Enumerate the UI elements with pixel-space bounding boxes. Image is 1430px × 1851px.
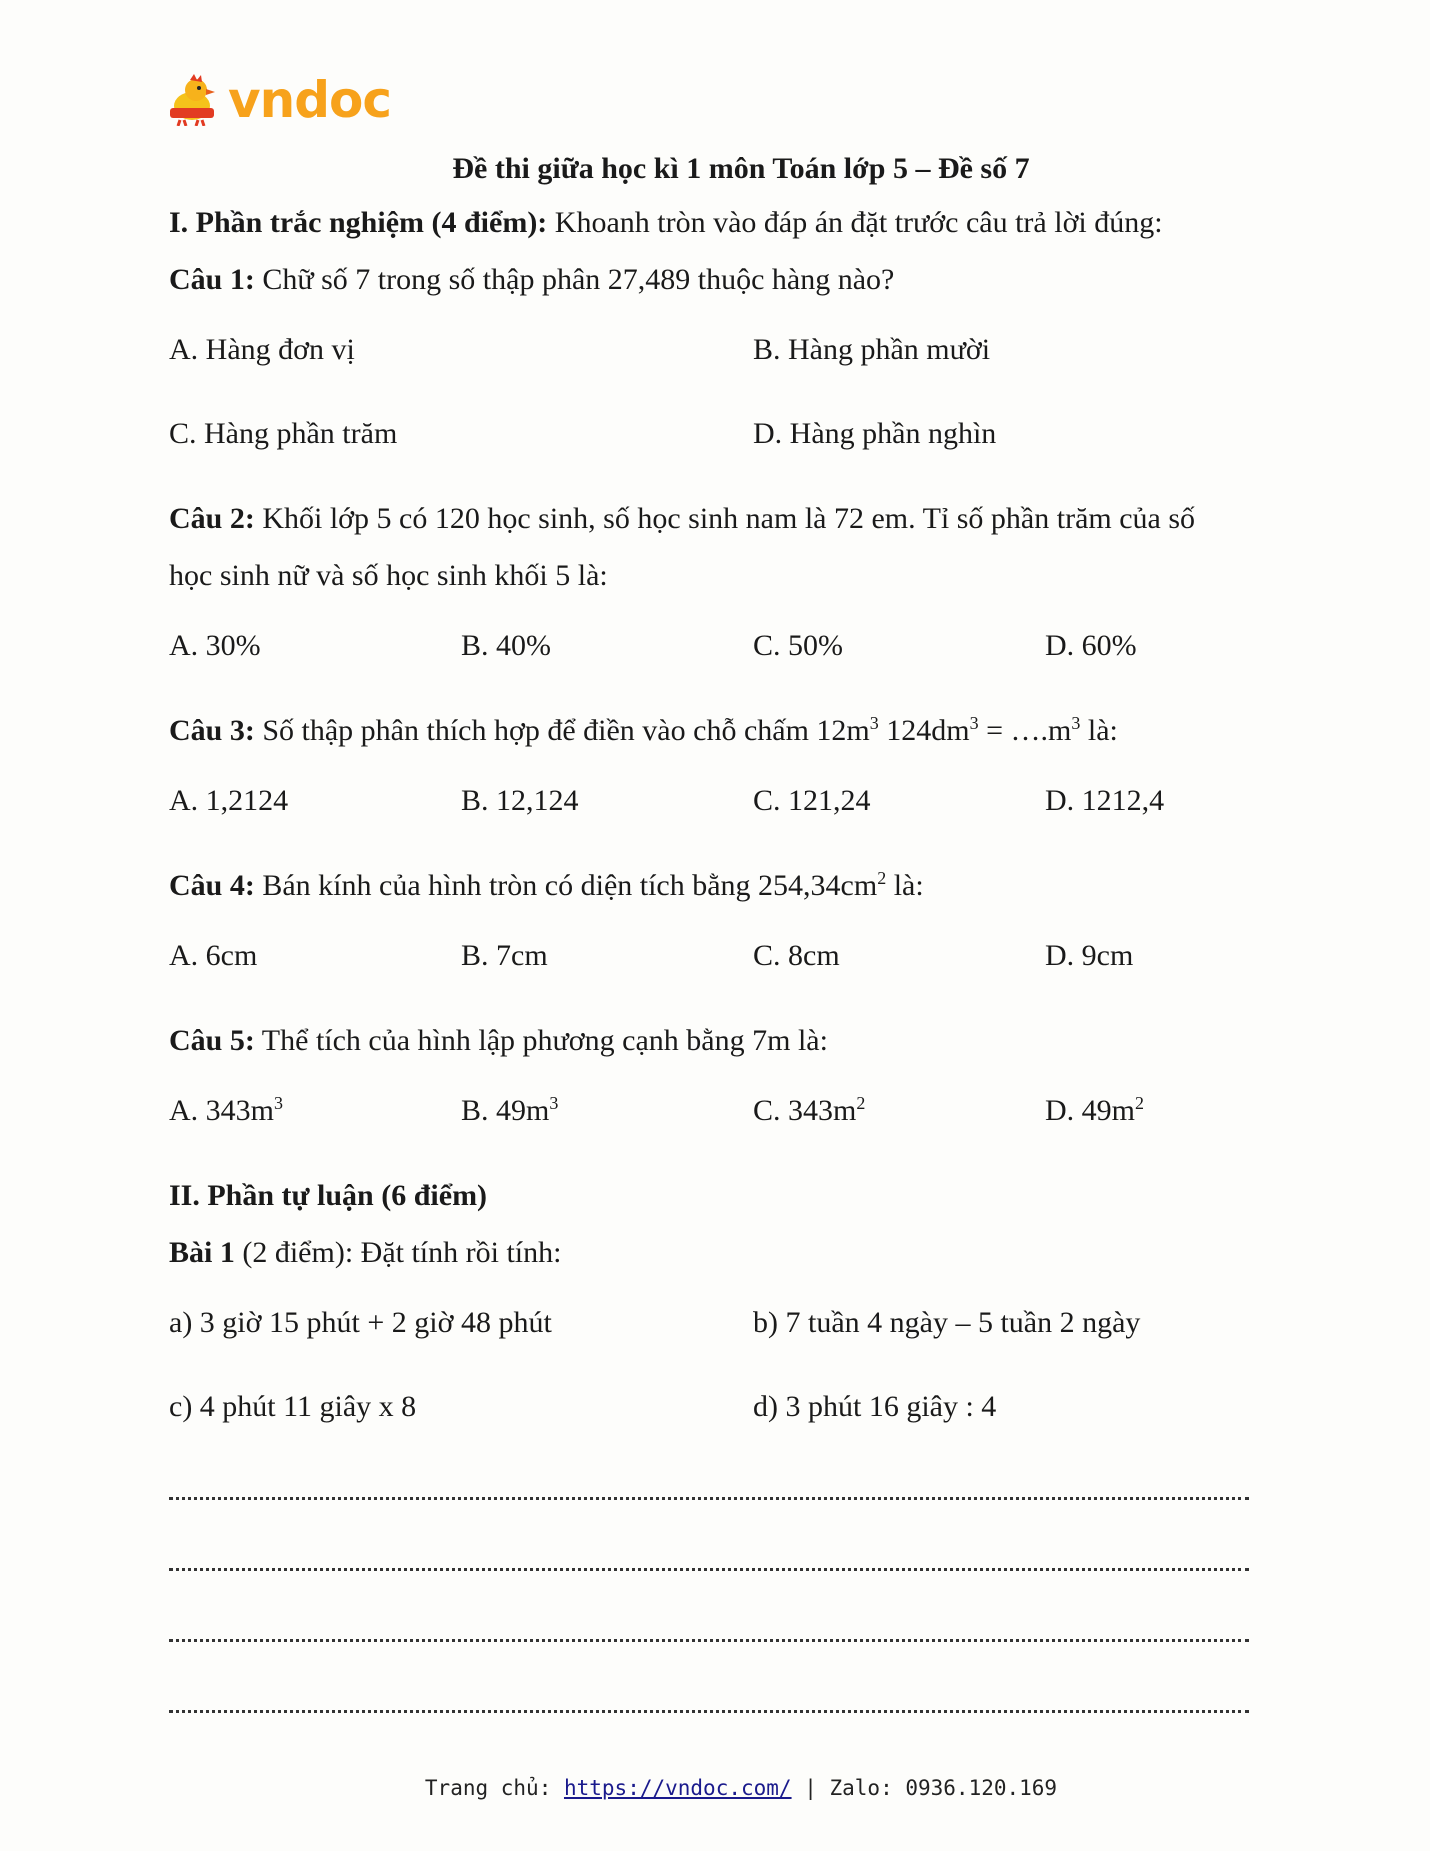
question-2-label: Câu 2:: [169, 502, 255, 535]
q5-option-c[interactable]: [753, 1091, 865, 1131]
question-4-text-a: Bán kính của hình tròn có diện tích bằng 254,34cm: [254, 869, 878, 902]
q3-sup-3: 3: [1071, 713, 1081, 733]
bai1-item-c: c) 4 phút 11 giây x 8: [169, 1390, 417, 1423]
bai1-item-b: b) 7 tuần 4 ngày – 5 tuần 2 ngày: [753, 1306, 1141, 1339]
question-3-text-b: 124dm: [878, 714, 970, 747]
question-1-text: Chữ số 7 trong số thập phân 27,489 thuộc hàng nào?: [254, 263, 895, 296]
question-5-text: Thể tích của hình lập phương cạnh bằng 7m là:: [254, 1024, 828, 1057]
q5-option-b-sup: 3: [549, 1093, 559, 1113]
question-4: [169, 866, 924, 906]
bai1-item-a: a) 3 giờ 15 phút + 2 giờ 48 phút: [169, 1306, 552, 1339]
answer-line-1[interactable]: [169, 1495, 1249, 1500]
part2-heading-text: II. Phần tự luận (6 điểm): [169, 1179, 488, 1212]
q2-option-d[interactable]: D. 60%: [1045, 629, 1137, 662]
part2-heading: [169, 1176, 487, 1216]
q2-option-a[interactable]: A. 30%: [169, 629, 261, 662]
vndoc-logo: [168, 70, 391, 130]
part1-heading: I. Phần trắc nghiệm (4 điểm):: [169, 206, 548, 239]
q3-option-d[interactable]: D. 1212,4: [1045, 784, 1165, 817]
question-3-text-d: là:: [1080, 714, 1118, 747]
q5-option-c-text: C. 343m: [753, 1094, 857, 1127]
question-5: [169, 1021, 828, 1061]
q5-option-a-sup: 3: [274, 1093, 283, 1113]
q3-sup-2: 3: [969, 713, 979, 733]
q1-option-a[interactable]: A. Hàng đơn vị: [169, 333, 355, 366]
q5-option-a[interactable]: [169, 1091, 283, 1131]
q4-option-d[interactable]: D. 9cm: [1045, 939, 1134, 972]
q5-option-b[interactable]: [461, 1091, 558, 1131]
question-3: [169, 711, 1118, 751]
question-3-label: Câu 3:: [169, 714, 255, 747]
question-3-text-c: = ….m: [978, 714, 1072, 747]
question-2: [169, 499, 1195, 539]
question-5-label: Câu 5:: [169, 1024, 255, 1057]
q4-option-a[interactable]: A. 6cm: [169, 939, 258, 972]
q3-option-a[interactable]: A. 1,2124: [169, 784, 289, 817]
question-2-text-line2: học sinh nữ và số học sinh khối 5 là:: [169, 559, 608, 592]
answer-line-3[interactable]: [169, 1637, 1249, 1642]
q3-option-c[interactable]: C. 121,24: [753, 784, 871, 817]
question-3-text-a: Số thập phân thích hợp để điền vào chỗ chấm 12m: [254, 714, 870, 747]
page-footer: [0, 1773, 1430, 1803]
q5-option-b-text: B. 49m: [461, 1094, 550, 1127]
q4-option-c[interactable]: C. 8cm: [753, 939, 840, 972]
q2-option-b[interactable]: B. 40%: [461, 629, 551, 662]
q3-option-b[interactable]: B. 12,124: [461, 784, 579, 817]
question-4-text-b: là:: [886, 869, 924, 902]
q2-option-c[interactable]: C. 50%: [753, 629, 843, 662]
question-2-text-line1: Khối lớp 5 có 120 học sinh, số học sinh nam là 72 em. Tỉ số phần trăm của số: [254, 502, 1196, 535]
q5-option-a-text: A. 343m: [169, 1094, 274, 1127]
q4-option-b[interactable]: B. 7cm: [461, 939, 548, 972]
q1-option-d[interactable]: D. Hàng phần nghìn: [753, 417, 997, 450]
q4-sup: 2: [877, 868, 887, 888]
bai1: [169, 1233, 561, 1273]
bai1-label: Bài 1: [169, 1236, 235, 1269]
q1-option-c[interactable]: C. Hàng phần trăm: [169, 417, 398, 450]
q5-option-d-sup: 2: [1135, 1093, 1144, 1113]
answer-line-2[interactable]: [169, 1566, 1249, 1571]
footer-suffix: | Zalo: 0936.120.169: [791, 1776, 1058, 1800]
question-1: [169, 260, 894, 300]
logo-text: vndoc: [228, 71, 391, 129]
footer-home-link[interactable]: https://vndoc.com/: [563, 1776, 792, 1800]
q1-option-b[interactable]: B. Hàng phần mười: [753, 333, 991, 366]
q5-option-d[interactable]: [1045, 1091, 1144, 1131]
footer-prefix: Trang chủ:: [424, 1776, 564, 1800]
chicken-mascot-icon: [168, 74, 224, 126]
question-4-label: Câu 4:: [169, 869, 255, 902]
question-1-label: Câu 1:: [169, 263, 255, 296]
q3-sup-1: 3: [869, 713, 879, 733]
part1-instruction: Khoanh tròn vào đáp án đặt trước câu trả lời đúng:: [547, 206, 1163, 239]
bai1-text: (2 điểm): Đặt tính rồi tính:: [234, 1236, 562, 1269]
answer-line-4[interactable]: [169, 1708, 1249, 1713]
q5-option-c-sup: 2: [856, 1093, 866, 1113]
part1-heading-line: [169, 203, 1163, 243]
page-title: Đề thi giữa học kì 1 môn Toán lớp 5 – Đề số 7: [452, 152, 1030, 185]
q5-option-d-text: D. 49m: [1045, 1094, 1135, 1127]
bai1-item-d: d) 3 phút 16 giây : 4: [753, 1390, 997, 1423]
